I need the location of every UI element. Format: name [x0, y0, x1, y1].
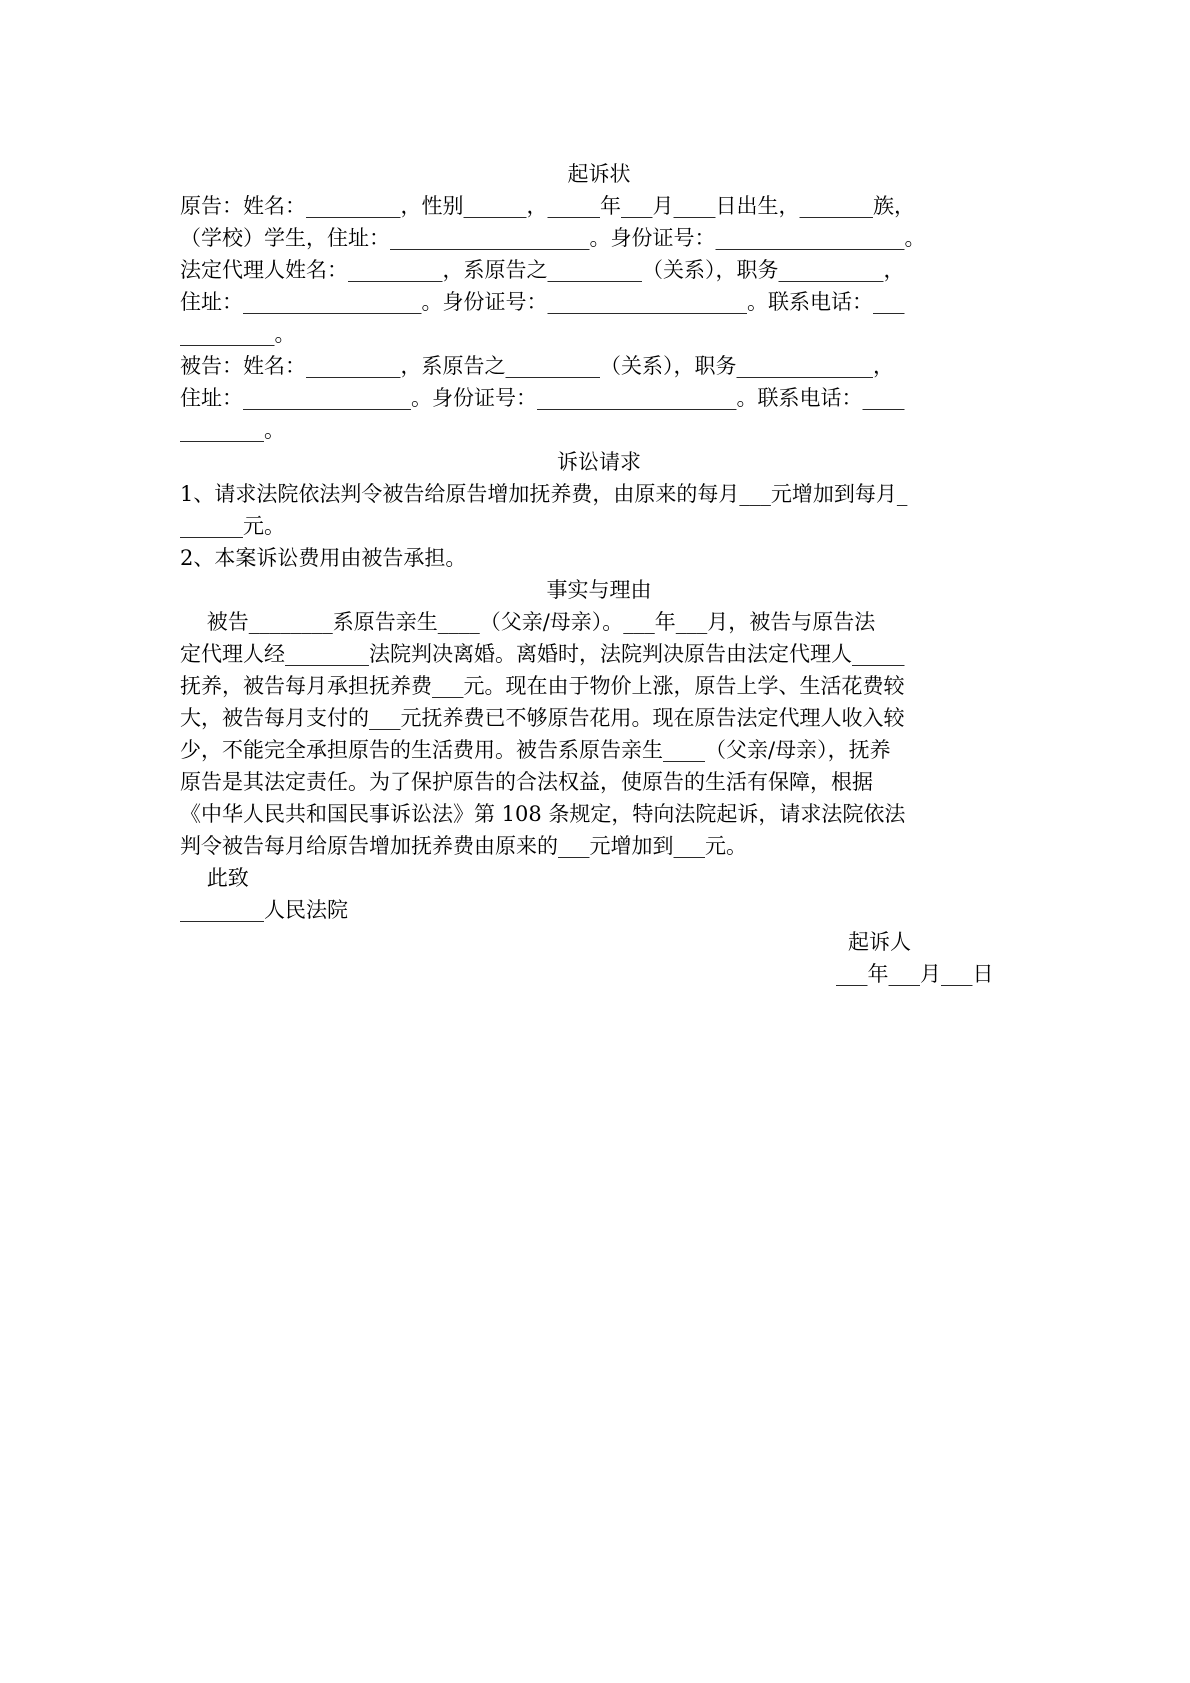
facts-line: 大，被告每月支付的___元抚养费已不够原告花用。现在原告法定代理人收入较	[180, 706, 905, 730]
facts-line: 原告是其法定责任。为了保护原告的合法权益，使原告的生活有保障，根据	[180, 770, 873, 794]
facts-line: 被告________系原告亲生____（父亲/母亲）。___年___月，被告与原告法	[180, 610, 876, 634]
plaintiff-line: （学校）学生，住址：___________________。身份证号：__________________。	[180, 226, 926, 250]
plaintiff-line: _________。	[180, 322, 296, 346]
facts-line: 少，不能完全承担原告的生活费用。被告系原告亲生____（父亲/母亲），抚养	[180, 738, 891, 762]
defendant-line: 被告：姓名：_________，系原告之_________（关系），职务_____________，	[180, 354, 894, 378]
claim-line: 2、本案诉讼费用由被告承担。	[180, 546, 467, 570]
closing-salutation: 此致	[180, 866, 249, 890]
plaintiff-line: 法定代理人姓名：_________，系原告之_________（关系），职务__________，	[180, 258, 905, 282]
facts-heading: 事实与理由	[546, 578, 652, 602]
defendant-line: 住址：________________。身份证号：___________________。联系电话：____	[180, 386, 905, 410]
facts-line: 《中华人民共和国民事诉讼法》第 108 条规定，特向法院起诉，请求法院依法	[180, 802, 906, 826]
signature-date: ___年___月___日	[836, 962, 994, 986]
facts-line: 抚养，被告每月承担抚养费___元。现在由于物价上涨，原告上学、生活花费较	[180, 674, 905, 698]
signer-label: 起诉人	[848, 930, 911, 954]
document-title: 起诉状	[567, 162, 631, 186]
court-name: ________人民法院	[180, 898, 348, 922]
claims-heading: 诉讼请求	[557, 450, 641, 474]
defendant-line: ________。	[180, 418, 285, 442]
plaintiff-line: 原告：姓名：_________，性别______，_____年___月____日出生，_______族，	[180, 194, 915, 218]
plaintiff-line: 住址：_________________。身份证号：___________________。联系电话：___	[180, 290, 905, 314]
claim-line: ______元。	[180, 514, 285, 538]
facts-line: 判令被告每月给原告增加抚养费由原来的___元增加到___元。	[180, 834, 747, 858]
claim-line: 1、请求法院依法判令被告给原告增加抚养费，由原来的每月___元增加到每月_	[180, 482, 908, 506]
facts-line: 定代理人经________法院判决离婚。离婚时，法院判决原告由法定代理人_____	[180, 642, 905, 666]
